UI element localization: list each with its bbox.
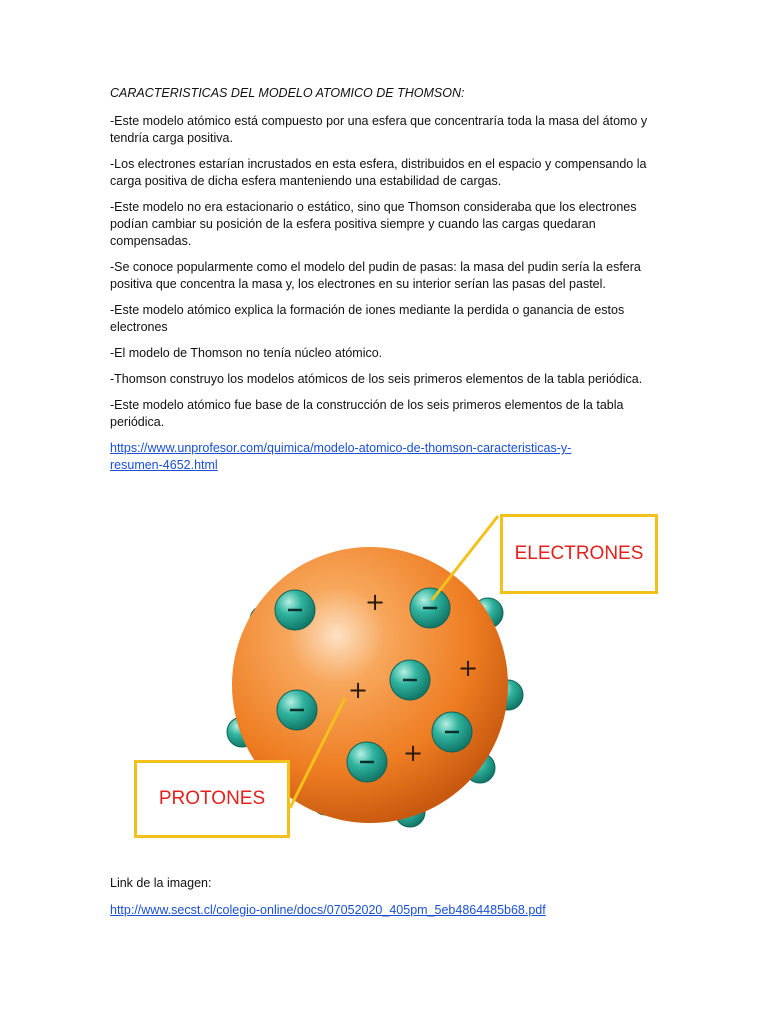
document-title: CARACTERISTICAS DEL MODELO ATOMICO DE THOMSON: <box>110 86 465 100</box>
paragraph-1: -Este modelo atómico está compuesto por una esfera que concentraría toda la masa del átomo y tendría carga positiva. <box>110 114 648 145</box>
document-body <box>110 86 670 474</box>
electron <box>390 660 430 700</box>
electron <box>432 712 472 752</box>
thomson-atom-diagram <box>130 510 660 840</box>
image-link-label: Link de la imagen: <box>110 876 212 890</box>
electron <box>275 590 315 630</box>
proton-plus-sign: + <box>347 676 369 704</box>
electrones-label: ELECTRONES <box>514 543 644 564</box>
electron <box>347 742 387 782</box>
image-link[interactable]: http://www.secst.cl/colegio-online/docs/07052020_405pm_5eb4864485b68.pdf <box>110 903 546 917</box>
electrones-label-box <box>500 514 658 594</box>
proton-plus-sign: + <box>457 654 479 682</box>
electron <box>277 690 317 730</box>
proton-plus-sign: + <box>364 588 386 616</box>
paragraph-4: -Se conoce popularmente como el modelo del pudin de pasas: la masa del pudin sería la esfera positiva que concentra la masa y, los electrones en su interior serían las pasas del pastel. <box>110 260 641 291</box>
source-link[interactable] <box>110 440 670 474</box>
paragraph-8: -Este modelo atómico fue base de la construcción de los seis primeros elementos de la tabla periódica. <box>110 398 624 429</box>
paragraph-5: -Este modelo atómico explica la formación de iones mediante la perdida o ganancia de estos electrones <box>110 303 625 334</box>
electron <box>410 588 450 628</box>
source-link-line-1[interactable]: https://www.unprofesor.com/quimica/modelo-atomico-de-thomson-caracteristicas-y- <box>110 441 572 455</box>
proton-plus-sign: + <box>402 739 424 767</box>
protones-label: PROTONES <box>158 788 266 809</box>
paragraph-3: -Este modelo no era estacionario o estático, sino que Thomson consideraba que los electrones podían cambiar su posición de la esfera positiva siempre y cuando las cargas quedaran compensadas. <box>110 200 637 248</box>
source-link-line-2[interactable]: resumen-4652.html <box>110 458 218 472</box>
protones-label-box <box>134 760 290 838</box>
paragraph-2: -Los electrones estarían incrustados en esta esfera, distribuidos en el espacio y compensando la carga positiva de dicha esfera manteniendo una estabilidad de cargas. <box>110 157 647 188</box>
paragraph-6: -El modelo de Thomson no tenía núcleo atómico. <box>110 346 383 360</box>
paragraph-7: -Thomson construyo los modelos atómicos de los seis primeros elementos de la tabla periódica. <box>110 372 643 386</box>
